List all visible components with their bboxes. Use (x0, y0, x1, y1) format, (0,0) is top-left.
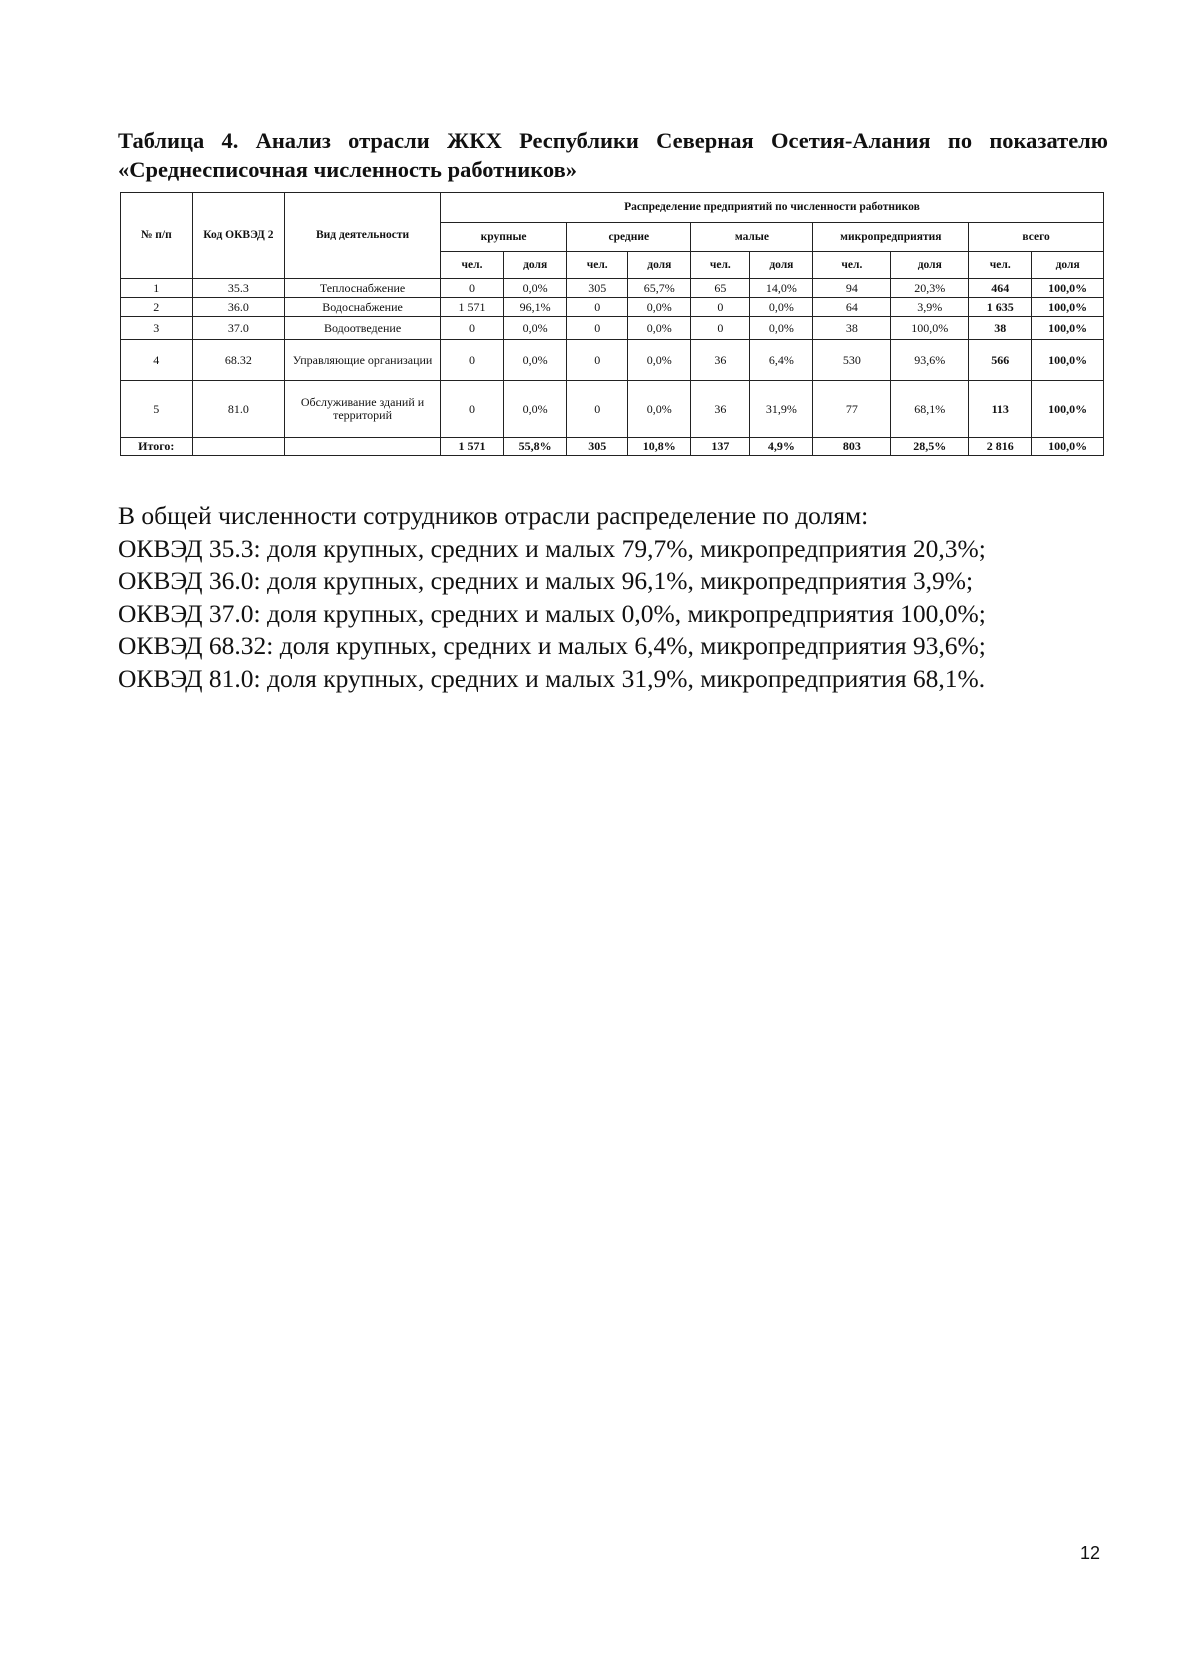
value-cell: 0,0% (628, 381, 691, 438)
page-number: 12 (1080, 1543, 1101, 1563)
value-cell: 0 (567, 298, 628, 317)
total-row (121, 438, 1104, 456)
value-cell: 530 (813, 340, 891, 381)
okved-code-cell: 81.0 (192, 381, 285, 438)
okved-code-cell: 36.0 (192, 298, 285, 317)
value-cell: 0 (691, 317, 750, 340)
summary-paragraph (118, 500, 1098, 695)
value-cell: 0 (440, 317, 503, 340)
value-cell: 0,0% (628, 340, 691, 381)
total-value-cell: 100,0% (1032, 438, 1104, 456)
header-group-medium: средние (567, 223, 691, 252)
subheader-people: чел. (813, 252, 891, 279)
employees-table (120, 192, 1104, 456)
value-cell: 31,9% (750, 381, 813, 438)
value-cell: 65 (691, 279, 750, 298)
subheader-people: чел. (440, 252, 503, 279)
total-empty-cell (285, 438, 441, 456)
row-number-cell: 3 (121, 317, 193, 340)
value-cell: 100,0% (1032, 340, 1104, 381)
value-cell: 0,0% (504, 317, 567, 340)
total-value-cell: 1 571 (440, 438, 503, 456)
total-value-cell: 28,5% (891, 438, 969, 456)
activity-cell: Теплоснабжение (285, 279, 441, 298)
summary-line: ОКВЭД 37.0: доля крупных, средних и малых 0,0%, микропредприятия 100,0%; (118, 598, 986, 628)
activity-cell: Водоотведение (285, 317, 441, 340)
value-cell: 0,0% (750, 317, 813, 340)
table-title (118, 126, 1108, 184)
header-group-large: крупные (440, 223, 566, 252)
value-cell: 113 (969, 381, 1032, 438)
value-cell: 100,0% (891, 317, 969, 340)
table-row (121, 340, 1104, 381)
value-cell: 100,0% (1032, 279, 1104, 298)
row-number-cell: 5 (121, 381, 193, 438)
value-cell: 0 (440, 340, 503, 381)
value-cell: 6,4% (750, 340, 813, 381)
summary-line: В общей численности сотрудников отрасли распределение по долям: (118, 501, 869, 530)
activity-cell: Обслуживание зданий и территорий (285, 381, 441, 438)
value-cell: 0,0% (504, 381, 567, 438)
table-title-line-2: «Среднесписочная численность работников» (118, 157, 577, 182)
okved-code-cell: 68.32 (192, 340, 285, 381)
header-group-total: всего (969, 223, 1104, 252)
value-cell: 0 (567, 381, 628, 438)
subheader-share: доля (628, 252, 691, 279)
value-cell: 0 (567, 317, 628, 340)
okved-code-cell: 35.3 (192, 279, 285, 298)
summary-line: ОКВЭД 68.32: доля крупных, средних и малых 6,4%, микропредприятия 93,6%; (118, 631, 986, 660)
subheader-people: чел. (691, 252, 750, 279)
value-cell: 0 (440, 381, 503, 438)
summary-line: ОКВЭД 35.3: доля крупных, средних и малых 79,7%, микропредприятия 20,3%; (118, 533, 986, 563)
value-cell: 305 (567, 279, 628, 298)
header-group-small: малые (691, 223, 813, 252)
subheader-share: доля (891, 252, 969, 279)
value-cell: 1 571 (440, 298, 503, 317)
subheader-people: чел. (969, 252, 1032, 279)
value-cell: 77 (813, 381, 891, 438)
value-cell: 96,1% (504, 298, 567, 317)
header-distribution: Распределение предприятий по численности работников (440, 193, 1103, 223)
value-cell: 0,0% (628, 317, 691, 340)
table-row (121, 317, 1104, 340)
value-cell: 0,0% (628, 298, 691, 317)
value-cell: 100,0% (1032, 317, 1104, 340)
total-value-cell: 305 (567, 438, 628, 456)
value-cell: 0 (567, 340, 628, 381)
value-cell: 3,9% (891, 298, 969, 317)
value-cell: 1 635 (969, 298, 1032, 317)
table-row (121, 298, 1104, 317)
value-cell: 100,0% (1032, 381, 1104, 438)
value-cell: 0,0% (504, 279, 567, 298)
table-title-line-1: Таблица 4. Анализ отрасли ЖКХ Республики Северная Осетия-Алания по показателю (118, 128, 1108, 153)
value-cell: 100,0% (1032, 298, 1104, 317)
row-number-cell: 4 (121, 340, 193, 381)
value-cell: 93,6% (891, 340, 969, 381)
header-num: № п/п (121, 193, 193, 279)
total-value-cell: 4,9% (750, 438, 813, 456)
header-activity: Вид деятельности (285, 193, 441, 279)
row-number-cell: 2 (121, 298, 193, 317)
total-value-cell: 10,8% (628, 438, 691, 456)
header-code: Код ОКВЭД 2 (192, 193, 285, 279)
value-cell: 0 (440, 279, 503, 298)
activity-cell: Управляющие организации (285, 340, 441, 381)
subheader-share: доля (504, 252, 567, 279)
total-label-cell: Итого: (121, 438, 193, 456)
summary-line: ОКВЭД 36.0: доля крупных, средних и малых 96,1%, микропредприятия 3,9%; (118, 566, 974, 595)
value-cell: 14,0% (750, 279, 813, 298)
value-cell: 64 (813, 298, 891, 317)
row-number-cell: 1 (121, 279, 193, 298)
activity-cell: Водоснабжение (285, 298, 441, 317)
value-cell: 464 (969, 279, 1032, 298)
subheader-share: доля (1032, 252, 1104, 279)
total-value-cell: 55,8% (504, 438, 567, 456)
value-cell: 0,0% (750, 298, 813, 317)
value-cell: 20,3% (891, 279, 969, 298)
value-cell: 36 (691, 381, 750, 438)
subheader-share: доля (750, 252, 813, 279)
table-row (121, 279, 1104, 298)
value-cell: 566 (969, 340, 1032, 381)
header-group-micro: микропредприятия (813, 223, 969, 252)
value-cell: 0 (691, 298, 750, 317)
value-cell: 68,1% (891, 381, 969, 438)
value-cell: 94 (813, 279, 891, 298)
okved-code-cell: 37.0 (192, 317, 285, 340)
table-row (121, 381, 1104, 438)
value-cell: 38 (969, 317, 1032, 340)
total-empty-cell (192, 438, 285, 456)
value-cell: 0,0% (504, 340, 567, 381)
value-cell: 36 (691, 340, 750, 381)
summary-line: ОКВЭД 81.0: доля крупных, средних и малых 31,9%, микропредприятия 68,1%. (118, 663, 986, 693)
total-value-cell: 137 (691, 438, 750, 456)
value-cell: 38 (813, 317, 891, 340)
total-value-cell: 2 816 (969, 438, 1032, 456)
value-cell: 65,7% (628, 279, 691, 298)
total-value-cell: 803 (813, 438, 891, 456)
subheader-people: чел. (567, 252, 628, 279)
